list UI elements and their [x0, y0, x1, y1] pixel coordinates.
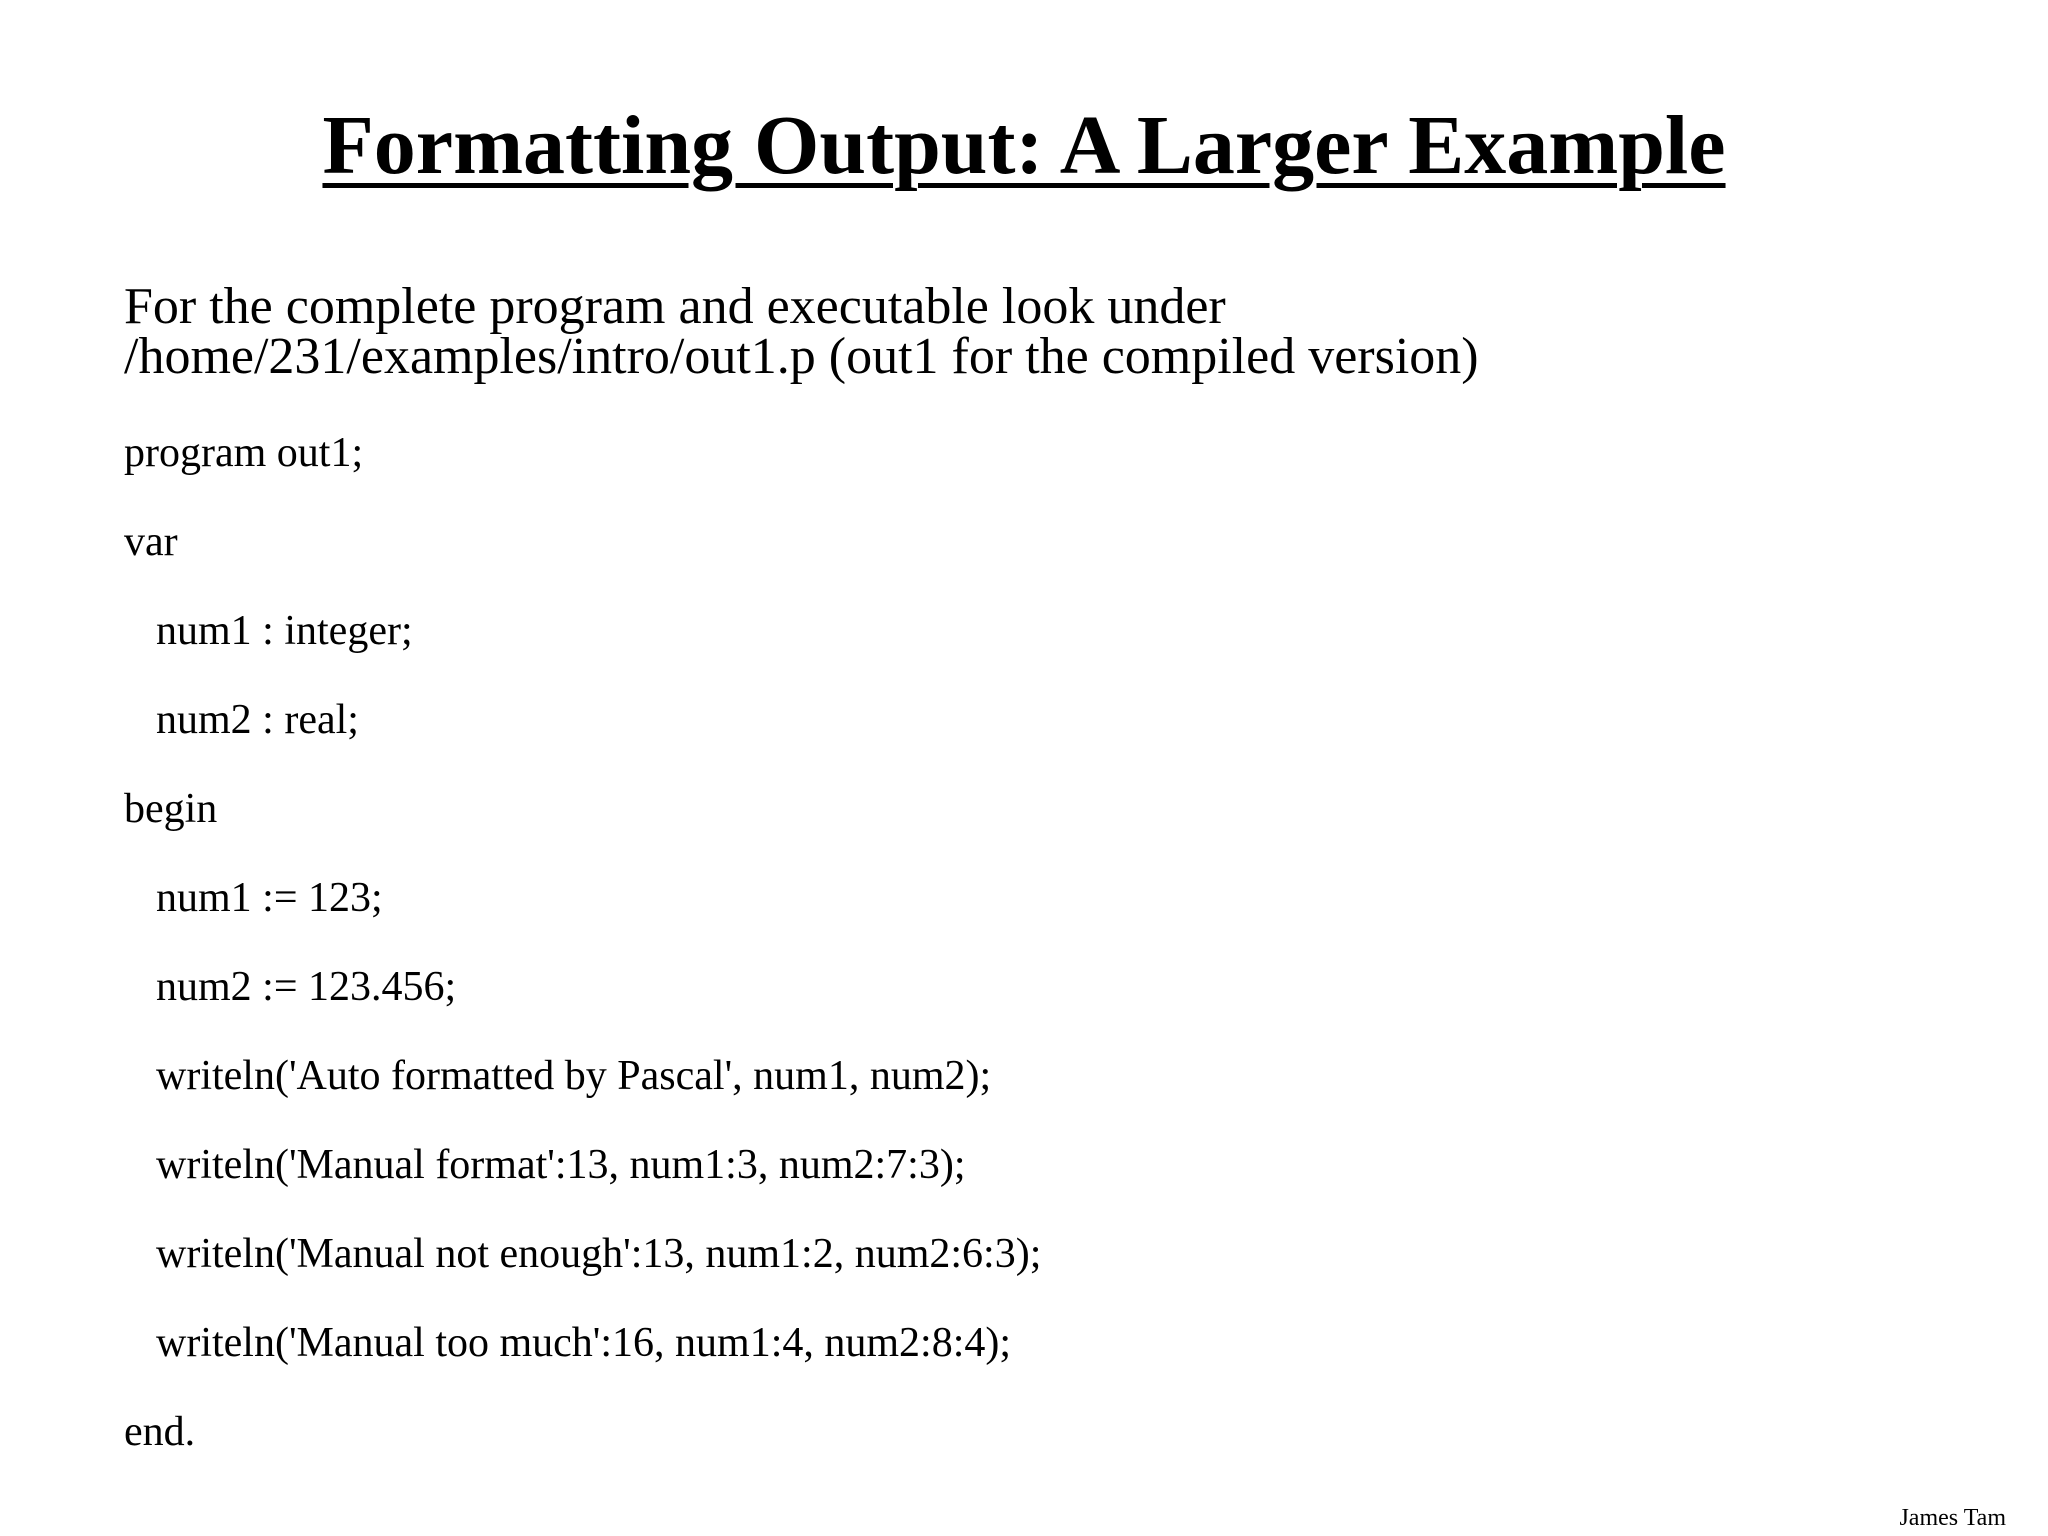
- code-line-end: end.: [124, 1409, 196, 1455]
- slide-title-text: Formatting Output: A Larger Example: [322, 99, 1726, 192]
- code-line-writeln-auto: writeln('Auto formatted by Pascal', num1, num2);: [156, 1053, 992, 1099]
- author-footer: James Tam: [1899, 1505, 2006, 1531]
- code-line-num1-assign: num1 := 123;: [156, 875, 383, 921]
- intro-path-line: /home/231/examples/intro/out1.p (out1 for the compiled version): [124, 328, 1479, 385]
- code-listing: [124, 424, 1984, 1492]
- code-line-writeln-not-enough: writeln('Manual not enough':13, num1:2, num2:6:3);: [156, 1231, 1042, 1277]
- code-line-writeln-too-much: writeln('Manual too much':16, num1:4, num2:8:4);: [156, 1320, 1012, 1366]
- code-line-num1-decl: num1 : integer;: [156, 608, 413, 654]
- code-line-num2-assign: num2 := 123.456;: [156, 964, 457, 1010]
- code-line-var: var: [124, 519, 178, 565]
- code-line-begin: begin: [124, 786, 218, 832]
- intro-line: For the complete program and executable look under: [124, 278, 1226, 335]
- slide-title: [0, 96, 2048, 196]
- code-line-writeln-manual: writeln('Manual format':13, num1:3, num2:7:3);: [156, 1142, 966, 1188]
- code-line-program: program out1;: [124, 430, 364, 476]
- intro-text: [124, 278, 1984, 385]
- code-line-num2-decl: num2 : real;: [156, 697, 359, 743]
